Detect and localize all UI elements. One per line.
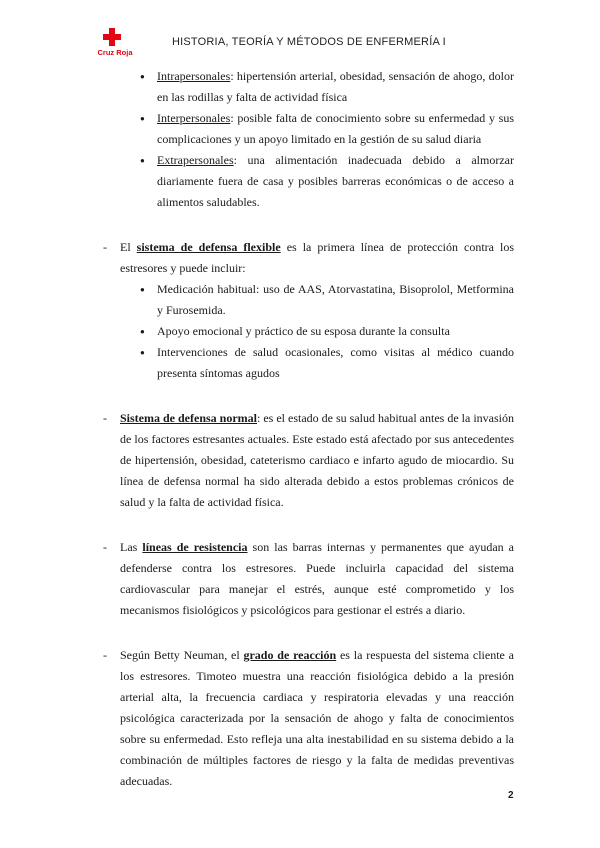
stressor-term: Interpersonales bbox=[157, 111, 231, 125]
key-term: Sistema de defensa normal bbox=[120, 411, 258, 425]
normal-defense-paragraph bbox=[0, 408, 600, 513]
red-cross-icon bbox=[103, 28, 121, 46]
list-item bbox=[0, 108, 600, 150]
dash-marker: - bbox=[103, 411, 107, 425]
stressor-term: Extrapersonales bbox=[157, 153, 234, 167]
dash-marker: - bbox=[103, 240, 107, 254]
paragraph-text: es la primera línea de protección contra los estresores y puede incluir: bbox=[120, 240, 514, 275]
cruz-roja-logo bbox=[90, 28, 140, 64]
header-title: HISTORIA, TEORÍA Y MÉTODOS DE ENFERMERÍA I bbox=[172, 36, 446, 48]
reaction-degree-paragraph bbox=[0, 645, 600, 792]
stressor-term: Intrapersonales bbox=[157, 69, 231, 83]
paragraph-text: es la respuesta del sistema cliente a los estresores. Timoteo muestra una reacción fisiológica debido a la presión arterial alta, la frecuencia cardiaca y respiratoria elevadas y una reacción psicológica caracterizada por la sensación de ahogo y falta de conocimientos sobre su enfermedad. Esto refleja una alta inestabilidad en su sistema debido a la combinación de múltiples factores de riesgo y la falta de medidas preventivas adecuadas. bbox=[120, 648, 514, 788]
flexible-defense-list bbox=[0, 279, 600, 384]
stressor-text: : hipertensión arterial, obesidad, sensación de ahogo, dolor en las rodillas y falta de actividad física bbox=[157, 69, 514, 104]
list-item: ● Medicación habitual: uso de AAS, Atorvastatina, Bisoprolol, Metformina y Furosemida. bbox=[0, 279, 600, 321]
list-item bbox=[0, 150, 600, 213]
page-number: 2 bbox=[508, 790, 514, 801]
stressor-list bbox=[0, 66, 600, 213]
key-term: sistema de defensa flexible bbox=[136, 240, 281, 254]
flexible-defense-paragraph bbox=[0, 237, 600, 279]
document-body bbox=[0, 66, 600, 792]
resistance-lines-paragraph bbox=[0, 537, 600, 621]
dash-marker: - bbox=[103, 648, 107, 662]
list-item: ● Apoyo emocional y práctico de su esposa durante la consulta bbox=[0, 321, 600, 342]
paragraph-text: Según Betty Neuman, el bbox=[120, 648, 244, 662]
page-header bbox=[0, 0, 600, 60]
paragraph-text: El bbox=[120, 240, 137, 254]
paragraph-text: : es el estado de su salud habitual antes de la invasión de los factores estresantes actuales. Este estado está afectado por sus antecedentes de hipertensión, obesidad, cateterismo cardiaco e infarto agudo de miocardio. Su línea de defensa normal ha sido alterada debido a estos problemas crónicos de salud y la falta de actividad física. bbox=[120, 411, 514, 509]
dash-marker: - bbox=[103, 540, 107, 554]
key-term: líneas de resistencia bbox=[142, 540, 248, 554]
stressor-text: : una alimentación inadecuada debido a almorzar diariamente fuera de casa y posibles barreras económicas o de acceso a alimentos saludables. bbox=[157, 153, 514, 209]
logo-text: Cruz Roja bbox=[97, 48, 133, 57]
stressor-text: : posible falta de conocimiento sobre su enfermedad y sus complicaciones y un apoyo limitado en la gestión de su salud diaria bbox=[157, 111, 514, 146]
list-item bbox=[0, 66, 600, 108]
paragraph-text: Las bbox=[120, 540, 143, 554]
paragraph-text: son las barras internas y permanentes que ayudan a defenderse contra los estresores. Puede incluirla capacidad del sistema cardiovascular para manejar el estrés, aunque esté comprometido y los mecanismos fisiológicos y psicológicos para gestionar el estrés a diario. bbox=[120, 540, 514, 617]
list-item: ● Intervenciones de salud ocasionales, como visitas al médico cuando presenta síntomas agudos bbox=[0, 342, 600, 384]
key-term: grado de reacción bbox=[243, 648, 337, 662]
